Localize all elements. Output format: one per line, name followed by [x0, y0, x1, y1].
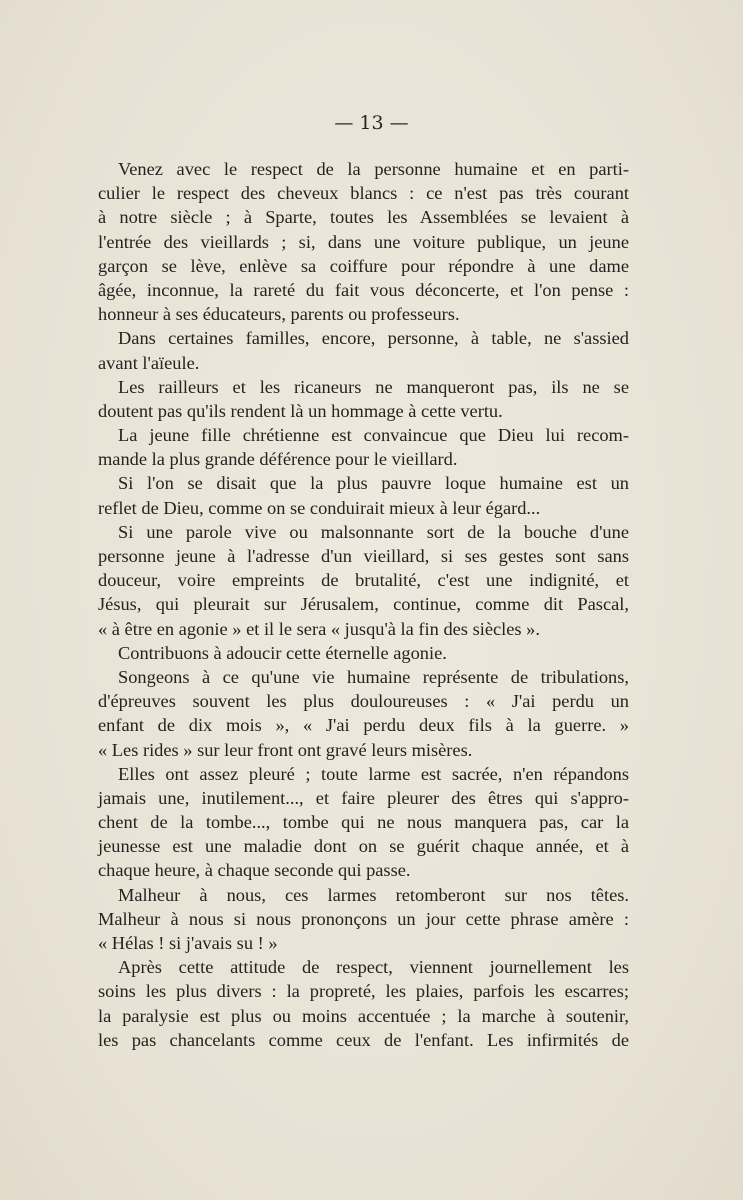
text-line: jeunesse est une maladie dont on se guérit chaque année, et à	[98, 836, 629, 857]
text-line: jamais une, inutilement..., et faire pleurer des êtres qui s'appro-	[98, 787, 629, 808]
text-line: Contribuons à adoucir cette éternelle agonie.	[118, 642, 447, 663]
text-line: soins les plus divers : la propreté, les plaies, parfois les escarres;	[98, 981, 629, 1002]
text-line: l'entrée des vieillards ; si, dans une voiture publique, un jeune	[98, 231, 629, 252]
text-line: Malheur à nous si nous prononçons un jour cette phrase amère :	[98, 908, 629, 929]
text-line: enfant de dix mois », « J'ai perdu deux fils à la guerre. »	[98, 715, 629, 736]
text-line: Elles ont assez pleuré ; toute larme est sacrée, n'en répandons	[118, 763, 629, 784]
text-line: Jésus, qui pleurait sur Jérusalem, continue, comme dit Pascal,	[98, 594, 629, 615]
text-line: garçon se lève, enlève sa coiffure pour répondre à une dame	[98, 255, 629, 276]
text-line: « Les rides » sur leur front ont gravé leurs misères.	[98, 739, 473, 760]
text-line: Après cette attitude de respect, viennent journellement les	[118, 957, 629, 978]
text-line: Songeons à ce qu'une vie humaine représente de tribulations,	[118, 666, 629, 687]
text-line: Si l'on se disait que la plus pauvre loque humaine est un	[118, 473, 629, 494]
text-line: Si une parole vive ou malsonnante sort de la bouche d'une	[118, 521, 629, 542]
text-line: « Hélas ! si j'avais su ! »	[98, 933, 278, 953]
text-line: Venez avec le respect de la personne humaine et en parti-	[118, 159, 629, 179]
text-line: d'épreuves souvent les plus douloureuses : « J'ai perdu un	[98, 691, 629, 712]
text-line: doutent pas qu'ils rendent là un hommage à cette vertu.	[98, 400, 503, 421]
text-line: chent de la tombe..., tombe qui ne nous manquera pas, car la	[98, 812, 629, 833]
body-text	[98, 157, 629, 1052]
text-line: douceur, voire empreints de brutalité, c'est une indignité, et	[98, 570, 629, 591]
text-line: âgée, inconnue, la rareté du fait vous déconcerte, et l'on pense :	[98, 279, 629, 300]
text-line: La jeune fille chrétienne est convaincue que Dieu lui recom-	[118, 425, 629, 446]
text-line: reflet de Dieu, comme on se conduirait mieux à leur égard...	[98, 497, 541, 518]
text-line: à notre siècle ; à Sparte, toutes les Assemblées se levaient à	[98, 207, 629, 228]
text-line: honneur à ses éducateurs, parents ou professeurs.	[98, 304, 460, 325]
text-line: avant l'aïeule.	[98, 352, 200, 373]
text-line: les pas chancelants comme ceux de l'enfant. Les infirmités de	[98, 1029, 629, 1050]
text-line: mande la plus grande déférence pour le vieillard.	[98, 449, 458, 470]
text-line: culier le respect des cheveux blancs : ce n'est pas très courant	[98, 183, 629, 204]
text-line: Malheur à nous, ces larmes retomberont sur nos têtes.	[118, 884, 629, 905]
text-line: « à être en agonie » et il le sera « jusqu'à la fin des siècles ».	[98, 618, 540, 639]
text-line: Les railleurs et les ricaneurs ne manqueront pas, ils ne se	[118, 376, 629, 397]
text-line: chaque heure, à chaque seconde qui passe.	[98, 860, 411, 881]
text-line: Dans certaines familles, encore, personne, à table, ne s'assied	[118, 328, 629, 349]
text-line: personne jeune à l'adresse d'un vieillard, si ses gestes sont sans	[98, 546, 629, 566]
page-number: — 13 —	[334, 112, 409, 134]
text-line: la paralysie est plus ou moins accentuée ; la marche à soutenir,	[98, 1005, 629, 1026]
